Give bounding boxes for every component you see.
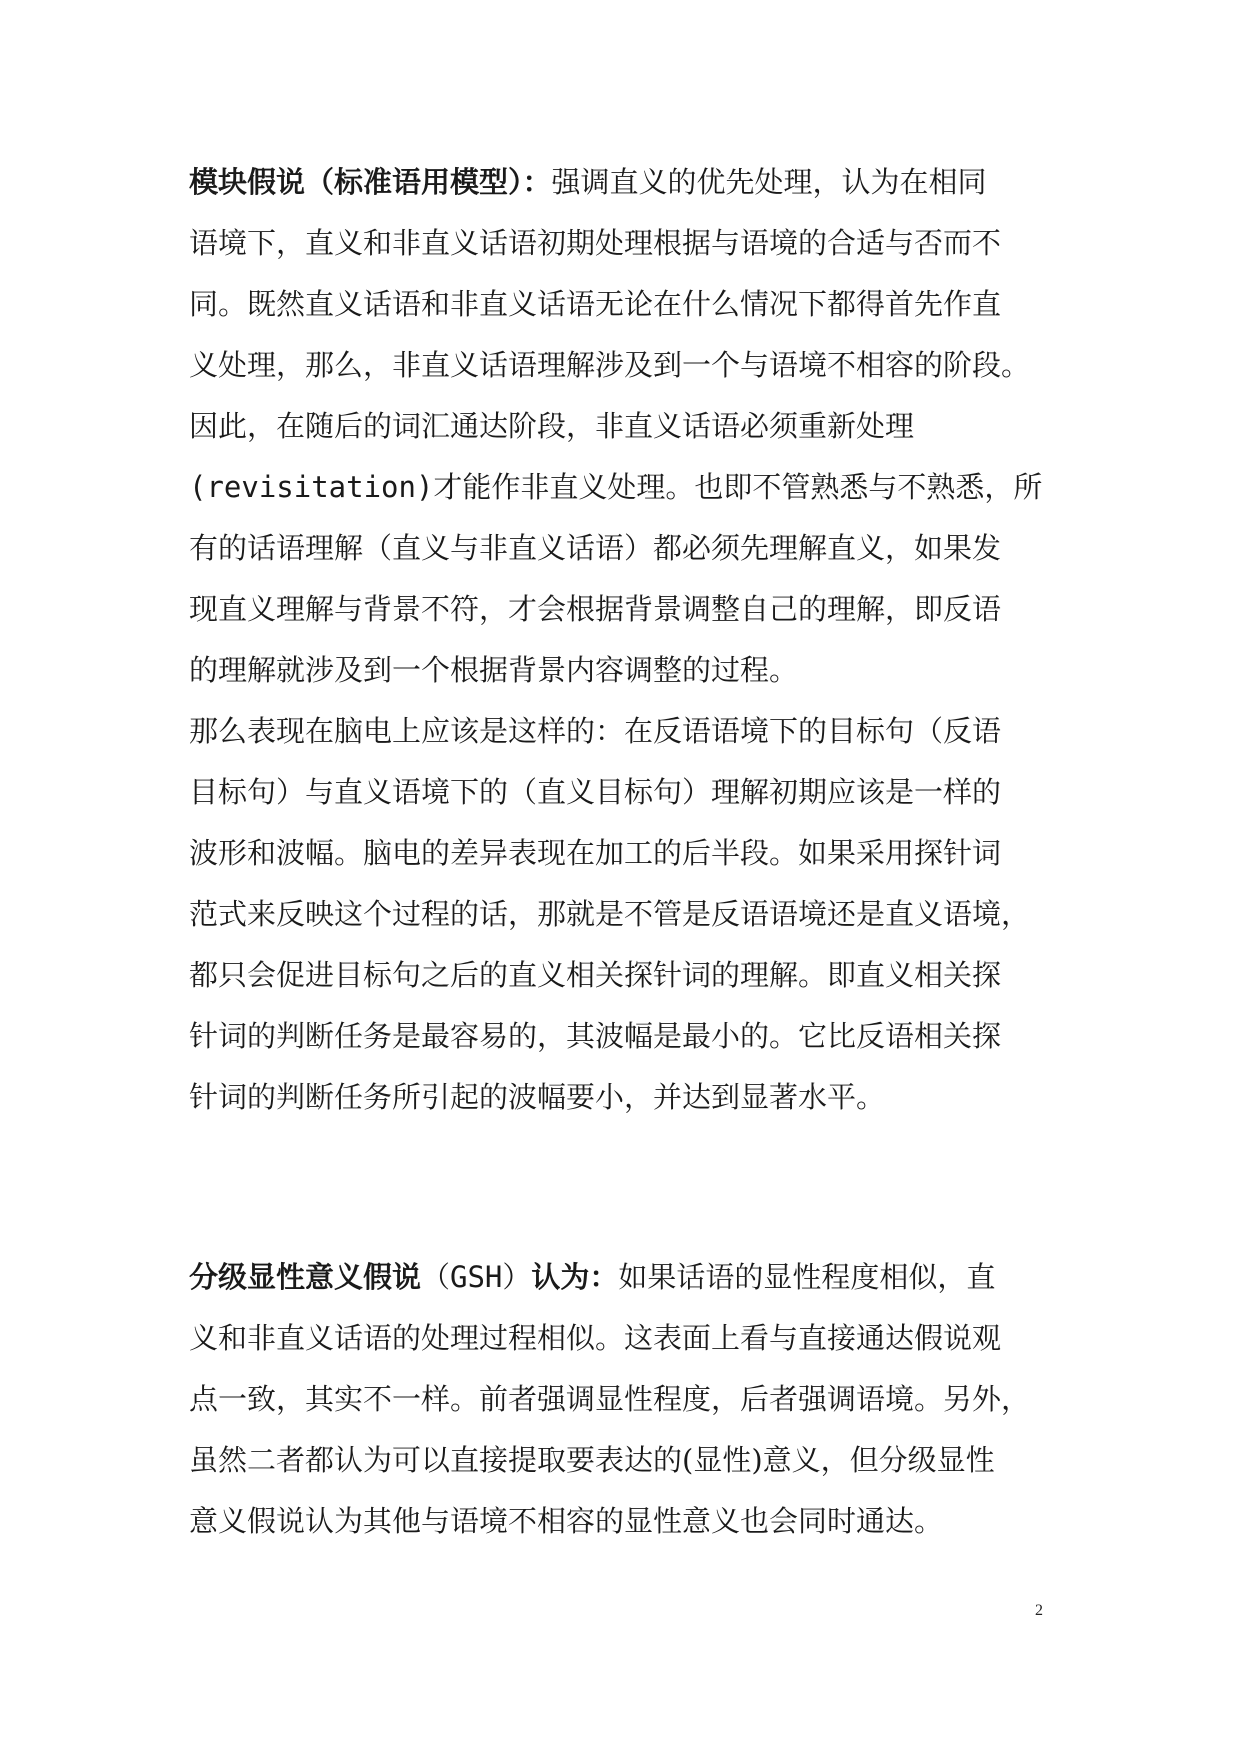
paragraph-line: 同。既然直义话语和非直义话语无论在什么情况下都得首先作直 (189, 287, 1002, 321)
paragraph-line (189, 1247, 1049, 1308)
paragraph-line: 的理解就涉及到一个根据背景内容调整的过程。 (189, 653, 799, 687)
paragraph-line: 波形和波幅。脑电的差异表现在加工的后半段。如果采用探针词 (189, 836, 1002, 870)
paragraph-heading: 分级显性意义假说 (189, 1260, 422, 1294)
paragraph-graded-salience-hypothesis (189, 1247, 1049, 1552)
paragraph-line: 义和非直义话语的处理过程相似。这表面上看与直接通达假说观 (189, 1321, 1002, 1355)
paragraph-line: 因此，在随后的词汇通达阶段，非直义话语必须重新处理 (189, 409, 915, 443)
paragraph-line: 针词的判断任务所引起的波幅要小，并达到显著水平。 (189, 1080, 886, 1114)
paragraph-text: 强调直义的优先处理，认为在相同 (551, 165, 987, 199)
paragraph-text: 如果话语的显性程度相似，直 (618, 1260, 996, 1294)
paragraph-line: 语境下，直义和非直义话语初期处理根据与语境的合适与否而不 (189, 226, 1002, 260)
paragraph-line: 意义假说认为其他与语境不相容的显性意义也会同时通达。 (189, 1504, 944, 1538)
paragraph-line: 虽然二者都认为可以直接提取要表达的(显性)意义，但分级显性 (189, 1443, 995, 1477)
paragraph-line: 目标句）与直义语境下的（直义目标句）理解初期应该是一样的 (189, 775, 1002, 809)
paragraph-heading-suffix: 认为： (531, 1260, 619, 1294)
paragraph-modular-hypothesis (189, 152, 1049, 1128)
paragraph-heading: 模块假说（标准语用模型）： (189, 165, 552, 199)
paragraph-line: 有的话语理解（直义与非直义话语）都必须先理解直义，如果发 (189, 531, 1002, 565)
heading-abbreviation: （GSH） (421, 1260, 532, 1294)
paragraph-line: 范式来反映这个过程的话，那就是不管是反语语境还是直义语境， (189, 897, 1031, 931)
paragraph-line: 点一致，其实不一样。前者强调显性程度，后者强调语境。另外， (189, 1382, 1031, 1416)
paragraph-line: 针词的判断任务是最容易的，其波幅是最小的。它比反语相关探 (189, 1019, 1002, 1053)
paragraph-line: 那么表现在脑电上应该是这样的：在反语语境下的目标句（反语 (189, 714, 1002, 748)
paragraph-line (189, 152, 1049, 213)
paragraph-line: 义处理，那么，非直义话语理解涉及到一个与语境不相容的阶段。 (189, 348, 1031, 382)
paragraph-line: 都只会促进目标句之后的直义相关探针词的理解。即直义相关探 (189, 958, 1002, 992)
page-number: 2 (1035, 1602, 1043, 1619)
paragraph-line: (revisitation)才能作非直义处理。也即不管熟悉与不熟悉，所 (189, 470, 1043, 504)
paragraph-line: 现直义理解与背景不符，才会根据背景调整自己的理解，即反语 (189, 592, 1002, 626)
